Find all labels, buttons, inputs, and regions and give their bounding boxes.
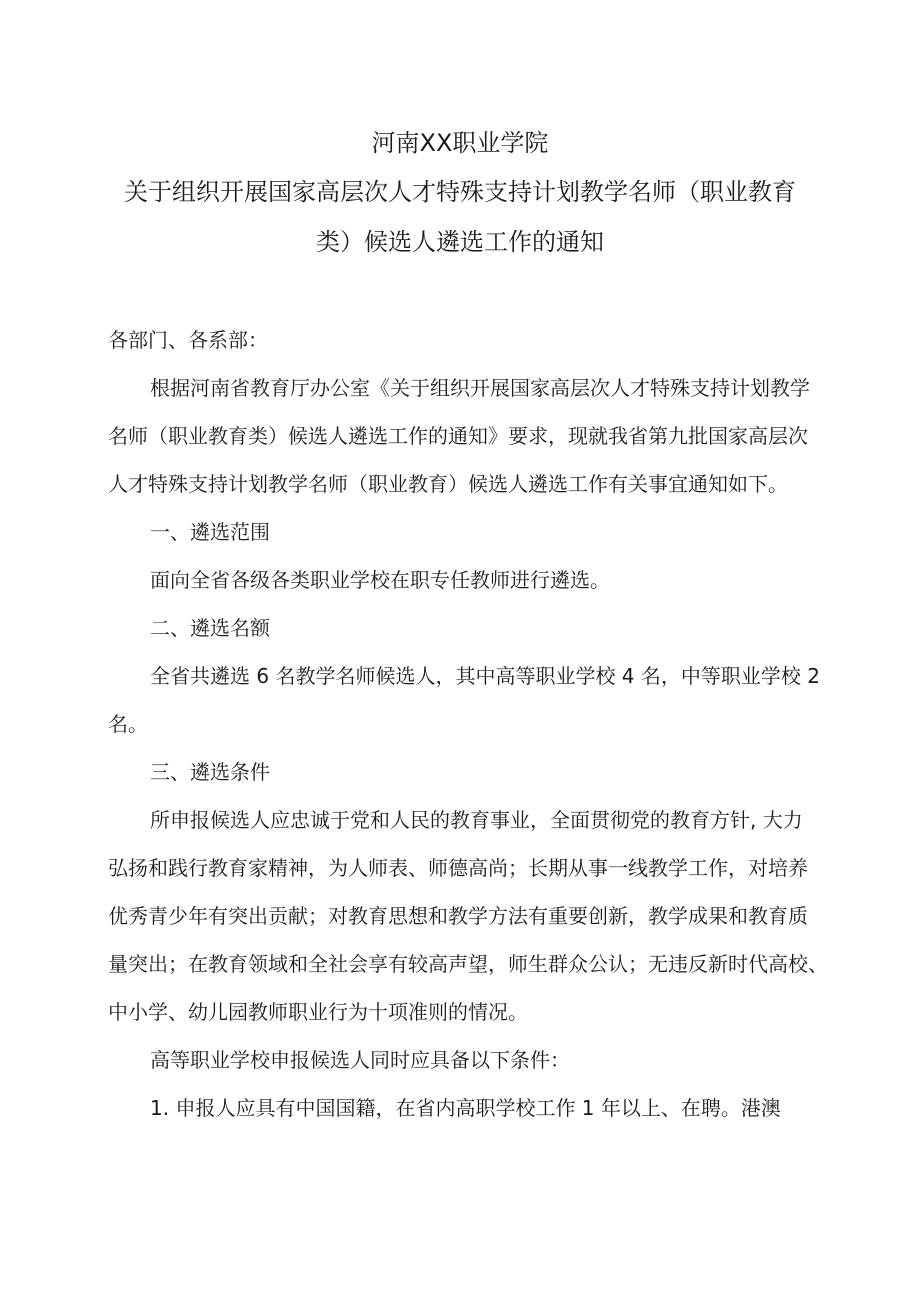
section-heading-quota: 二、遴选名额 (150, 616, 270, 640)
section-body-line: 名。 (108, 712, 148, 736)
intro-line: 根据河南省教育厅办公室《关于组织开展国家高层次人才特殊支持计划教学 (150, 376, 810, 400)
document-title-school: 河南XX职业学院 (371, 129, 549, 157)
section-body-line: 所申报候选人应忠诚于党和人民的教育事业，全面贯彻党的教育方针, 大力 (150, 808, 803, 832)
section-heading-scope: 一、遴选范围 (150, 520, 270, 544)
intro-line: 人才特殊支持计划教学名师（职业教育）候选人遴选工作有关事宜通知如下。 (108, 472, 788, 496)
document-title-line-1: 关于组织开展国家高层次人才特殊支持计划教学名师（职业教育 (124, 178, 796, 206)
section-body-line: 优秀青少年有突出贡献；对教育思想和教学方法有重要创新，教学成果和教育质 (108, 904, 808, 928)
sub-conditions-intro: 高等职业学校申报候选人同时应具备以下条件： (150, 1048, 570, 1072)
document-title-line-2: 类）候选人遴选工作的通知 (316, 228, 604, 256)
intro-line: 名师（职业教育类）候选人遴选工作的通知》要求，现就我省第九批国家高层次 (108, 424, 808, 448)
condition-item-1: 1. 申报人应具有中国国籍，在省内高职学校工作 1 年以上、在聘。港澳 (150, 1096, 781, 1120)
section-body-line: 量突出；在教育领域和全社会享有较高声望，师生群众公认；无违反新时代高校、 (108, 952, 828, 976)
section-body-line: 全省共遴选 6 名教学名师候选人，其中高等职业学校 4 名，中等职业学校 2 (150, 664, 820, 688)
salutation: 各部门、各系部： (108, 328, 268, 352)
section-body-line: 弘扬和践行教育家精神，为人师表、师德高尚；长期从事一线教学工作，对培养 (108, 856, 808, 880)
section-body-line: 中小学、幼儿园教师职业行为十项准则的情况。 (108, 1000, 528, 1024)
section-heading-conditions: 三、遴选条件 (150, 760, 270, 784)
section-body-line: 面向全省各级各类职业学校在职专任教师进行遴选。 (150, 568, 610, 592)
